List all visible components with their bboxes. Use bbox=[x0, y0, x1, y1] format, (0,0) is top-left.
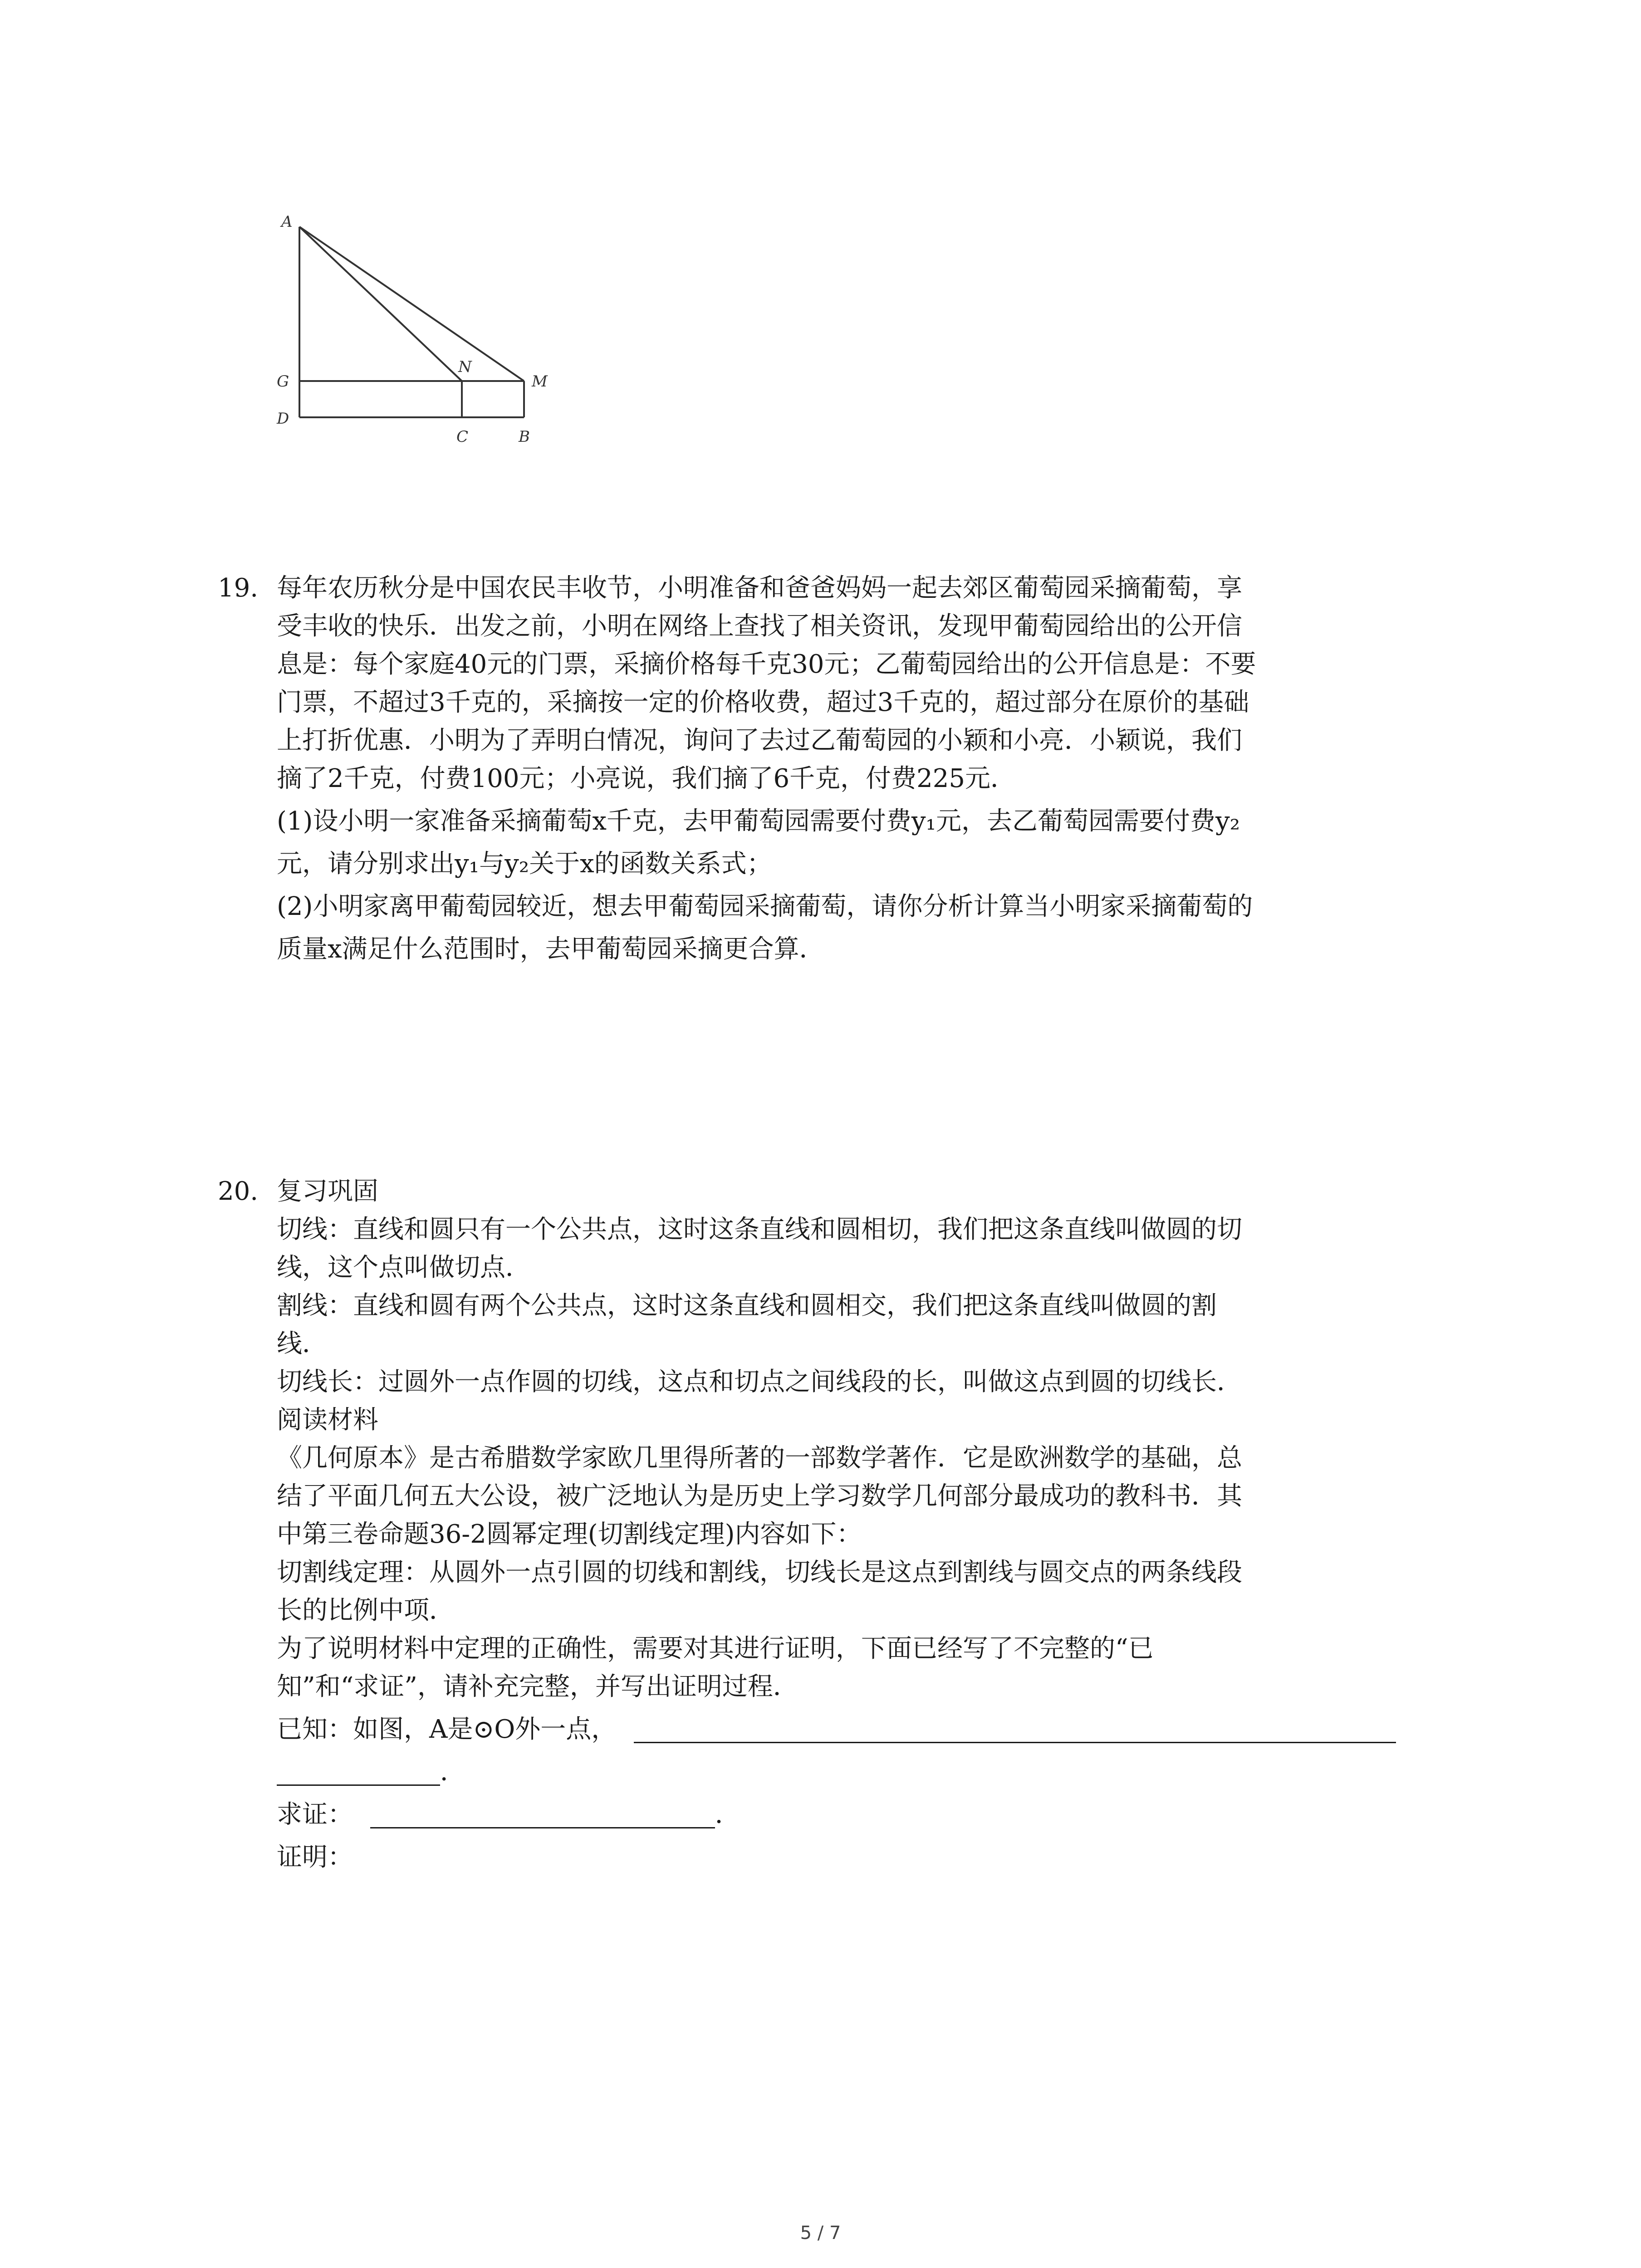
page-number: 5 / 7 bbox=[800, 2223, 841, 2244]
q19-line-1: 每年农历秋分是中国农民丰收节，小明准备和爸爸妈妈一起去郊区葡萄园采摘葡萄，享 bbox=[277, 573, 1242, 603]
question-20 bbox=[218, 1173, 1443, 1877]
proof-label: 证明： bbox=[277, 1843, 353, 1872]
prove-answer-blank[interactable] bbox=[370, 1801, 715, 1828]
known-answer-blank[interactable] bbox=[634, 1716, 1396, 1743]
q20-line-7: 《几何原本》是古希腊数学家欧几里得所著的一部数学著作．它是欧洲数学的基础，总 bbox=[277, 1443, 1242, 1473]
known-continuation-row bbox=[277, 1753, 1443, 1791]
segment-am bbox=[299, 227, 524, 381]
q19-part2-line-1: (2)小明家离甲葡萄园较近，想去甲葡萄园采摘葡萄，请你分析计算当小明家采摘葡萄的 bbox=[277, 892, 1253, 921]
q20-line-6: 阅读材料 bbox=[277, 1405, 378, 1435]
q20-title: 复习巩固 bbox=[277, 1177, 378, 1206]
q19-line-5: 上打折优惠．小明为了弄明白情况，询问了去过乙葡萄园的小颖和小亮．小颖说，我们 bbox=[277, 726, 1242, 755]
question-19 bbox=[218, 569, 1443, 968]
q19-line-4: 门票，不超过3千克的，采摘按一定的价格收费，超过3千克的，超过部分在原价的基础 bbox=[277, 688, 1249, 717]
q20-line-4: 线． bbox=[277, 1329, 328, 1359]
known-row bbox=[277, 1711, 1443, 1749]
q20-line-5: 切线长：过圆外一点作圆的切线，这点和切点之间线段的长，叫做这点到圆的切线长． bbox=[277, 1367, 1242, 1397]
q19-line-2: 受丰收的快乐．出发之前，小明在网络上查找了相关资讯，发现甲葡萄园给出的公开信 bbox=[277, 611, 1242, 641]
question-number: 19. bbox=[218, 573, 259, 603]
known-answer-blank-continued[interactable] bbox=[277, 1758, 440, 1786]
prove-row bbox=[277, 1796, 1443, 1834]
q20-line-9: 中第三卷命题36-2圆幂定理(切割线定理)内容如下： bbox=[277, 1520, 862, 1549]
prove-period: ． bbox=[715, 1800, 740, 1829]
label-m: M bbox=[532, 372, 548, 391]
prove-label: 求证： bbox=[277, 1800, 353, 1829]
segment-an bbox=[299, 227, 462, 381]
q20-line-8: 结了平面几何五大公设，被广泛地认为是历史上学习数学几何部分最成功的教科书．其 bbox=[277, 1481, 1242, 1511]
label-d: D bbox=[277, 410, 289, 428]
q19-part1-line-2: 元，请分别求出y₁与y₂关于x的函数关系式； bbox=[277, 849, 772, 879]
label-c: C bbox=[456, 428, 469, 446]
q20-line-10: 切割线定理：从圆外一点引圆的切线和割线，切线长是这点到割线与圆交点的两条线段 bbox=[277, 1558, 1242, 1587]
known-period: ． bbox=[440, 1757, 465, 1787]
q20-line-3: 割线：直线和圆有两个公共点，这时这条直线和圆相交，我们把这条直线叫做圆的割 bbox=[277, 1291, 1217, 1320]
label-n: N bbox=[458, 358, 472, 376]
label-g: G bbox=[277, 372, 289, 391]
q20-line-11: 长的比例中项． bbox=[277, 1596, 455, 1625]
question-number: 20. bbox=[218, 1177, 259, 1206]
q19-line-3: 息是：每个家庭40元的门票，采摘价格每千克30元；乙葡萄园给出的公开信息是：不要 bbox=[277, 650, 1256, 679]
q20-line-12: 为了说明材料中定理的正确性，需要对其进行证明，下面已经写了不完整的“已 bbox=[277, 1634, 1154, 1663]
q20-line-1: 切线：直线和圆只有一个公共点，这时这条直线和圆相切，我们把这条直线叫做圆的切 bbox=[277, 1215, 1242, 1244]
q19-line-6: 摘了2千克，付费100元；小亮说，我们摘了6千克，付费225元． bbox=[277, 764, 1016, 793]
geometry-figure bbox=[263, 209, 581, 454]
label-a: A bbox=[281, 213, 293, 231]
known-label: 已知：如图，A是⊙O外一点， bbox=[277, 1715, 617, 1744]
q20-line-13: 知”和“求证”，请补充完整，并写出证明过程． bbox=[277, 1672, 798, 1701]
label-b: B bbox=[519, 428, 530, 446]
q20-line-2: 线，这个点叫做切点． bbox=[277, 1253, 531, 1282]
q19-part1-line-1: (1)设小明一家准备采摘葡萄x千克，去甲葡萄园需要付费y₁元，去乙葡萄园需要付费y₂ bbox=[277, 807, 1240, 836]
q19-part2-line-2: 质量x满足什么范围时，去甲葡萄园采摘更合算． bbox=[277, 934, 825, 964]
